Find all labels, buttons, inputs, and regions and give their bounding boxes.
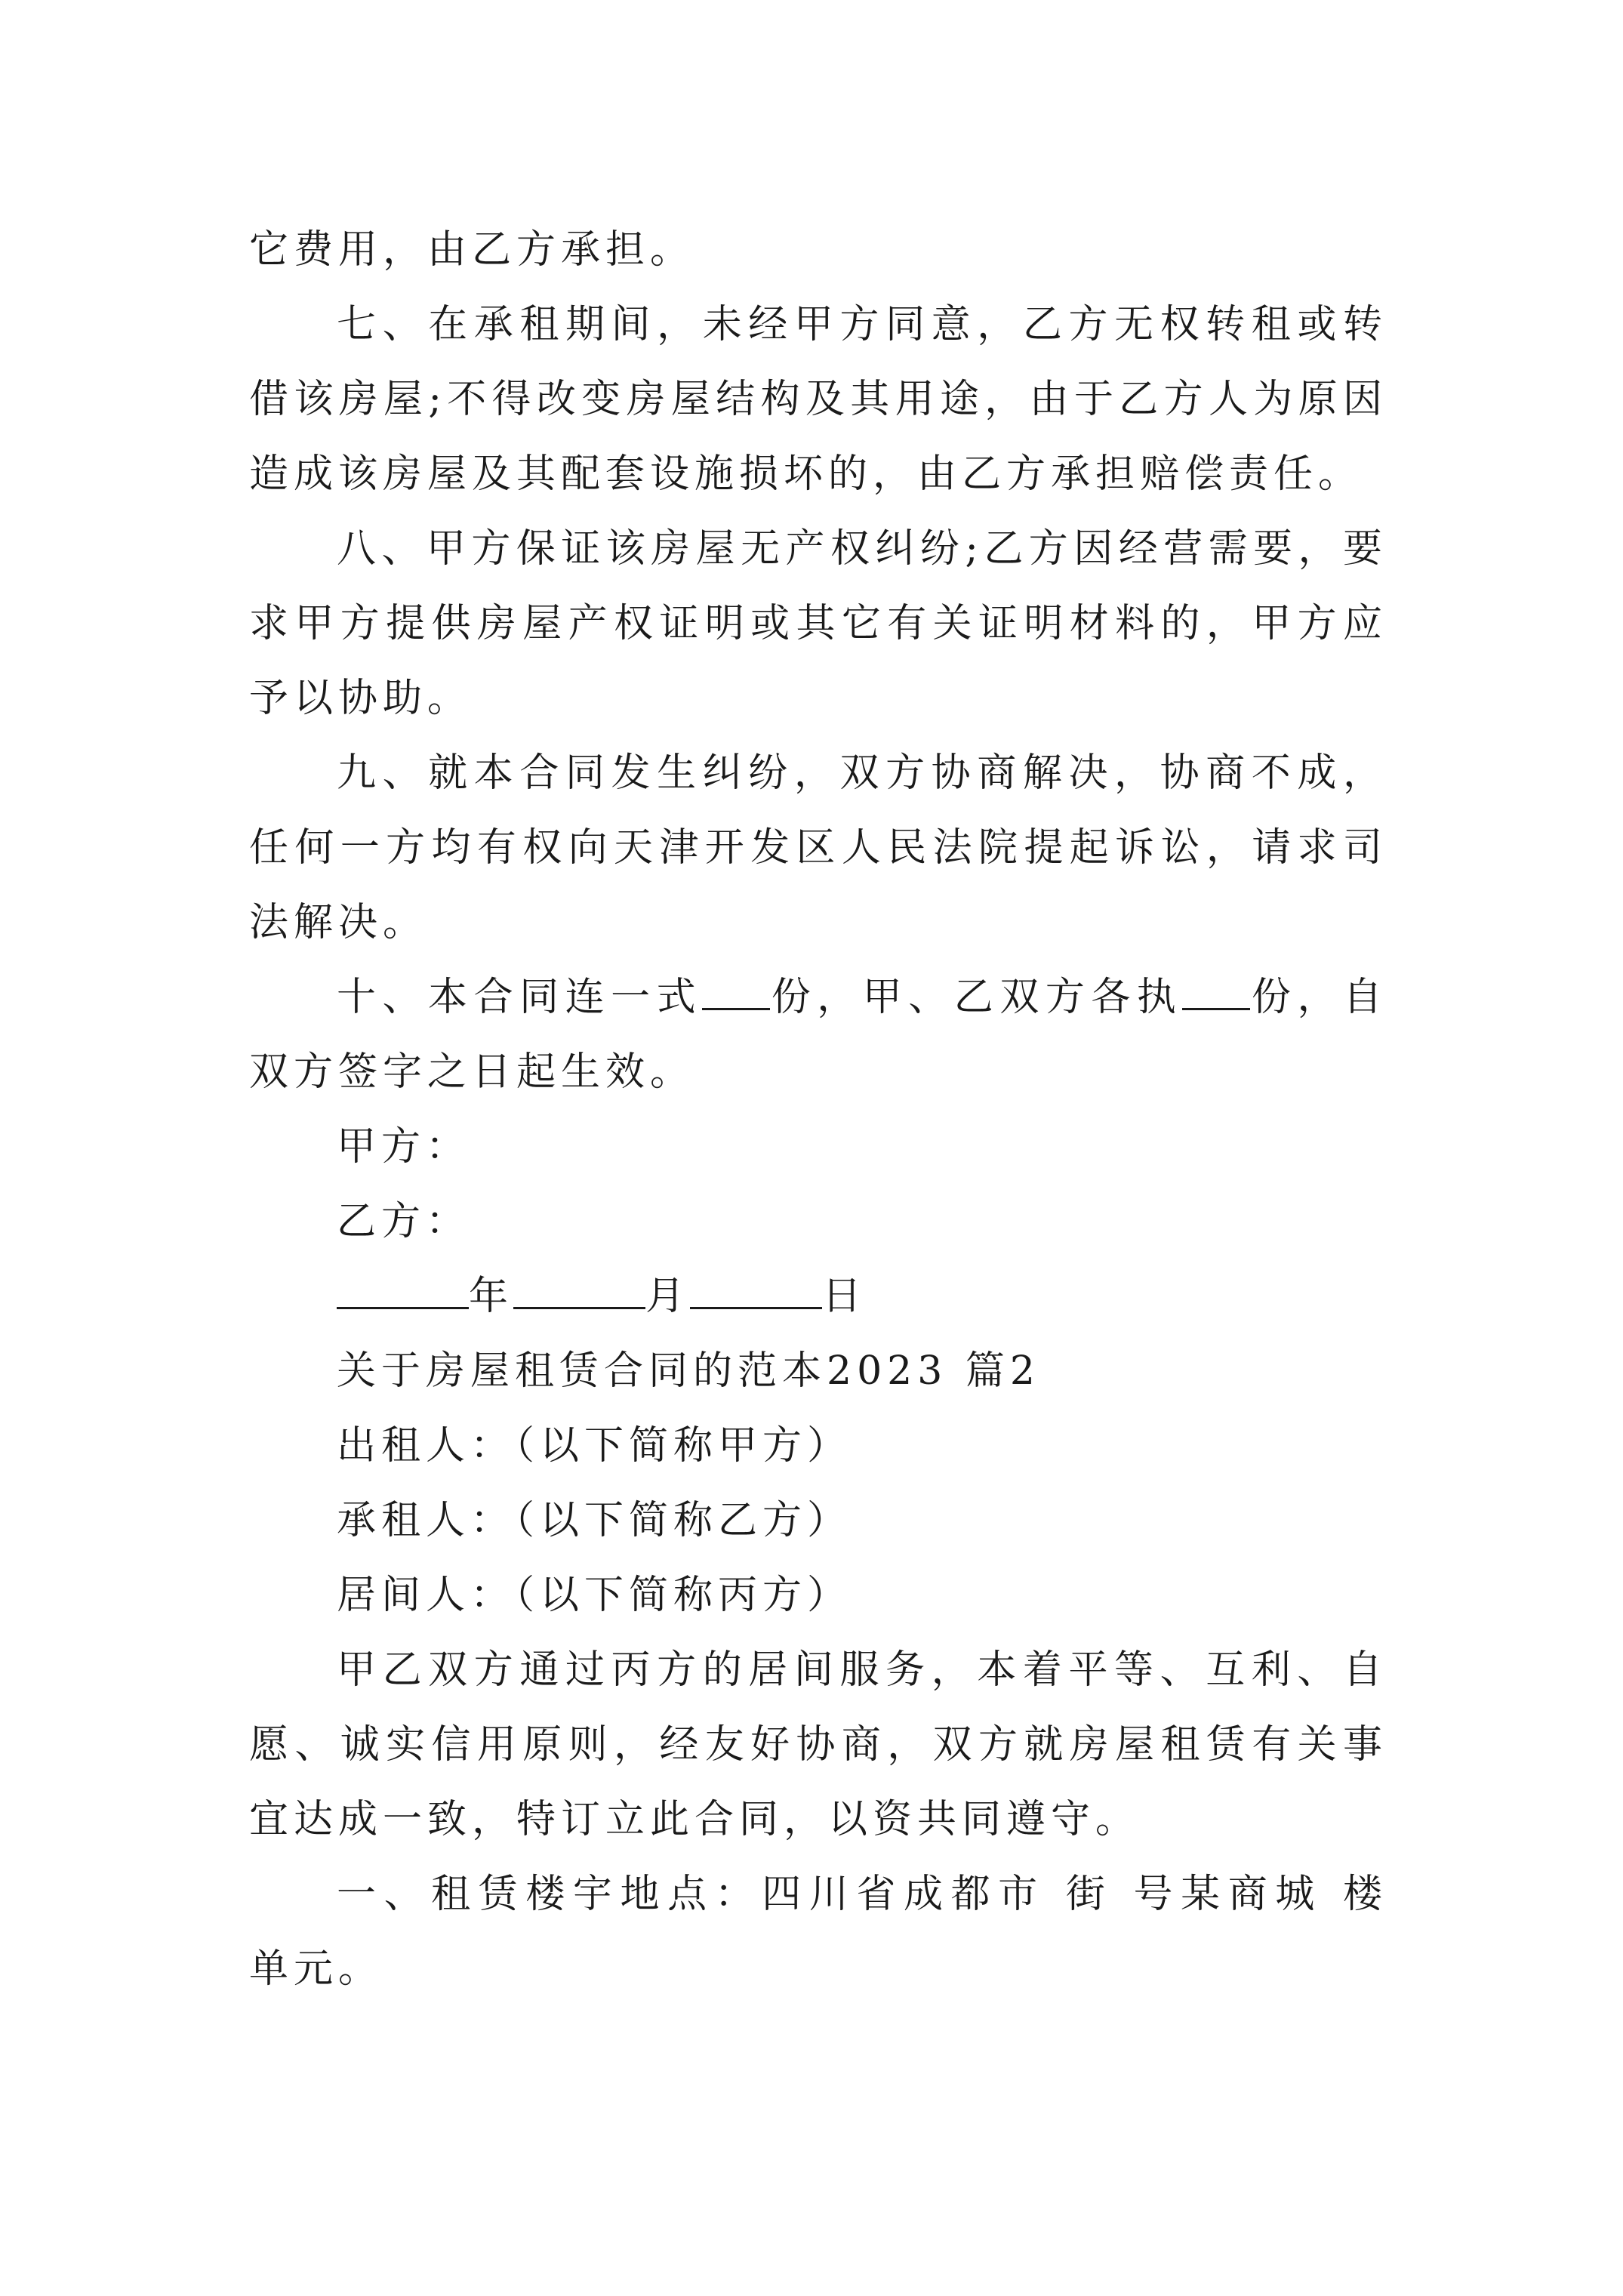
intro-paragraph: 甲乙双方通过丙方的居间服务，本着平等、互利、自愿、诚实信用原则，经友好协商，双方就房屋租赁有关事宜达成一致，特订立此合同，以资共同遵守。 xyxy=(249,1647,1387,1842)
clause-10-part1: 十、本合同连一式 xyxy=(337,975,703,1020)
lessor-line: 出租人：（以下简称甲方） xyxy=(337,1423,852,1469)
year-blank xyxy=(337,1263,469,1309)
party-a-signature: 甲方： xyxy=(337,1124,471,1170)
clause-1-location: 一、租赁楼宇地点：四川省成都市 街 号某商城 楼 单元。 xyxy=(249,1872,1387,1992)
copies-total-blank xyxy=(702,964,770,1010)
copies-each-blank xyxy=(1182,964,1250,1010)
year-label: 年 xyxy=(469,1274,514,1319)
clause-10-part2: 份，甲、乙双方各执 xyxy=(770,975,1183,1020)
intermediary-line: 居间人：（以下简称丙方） xyxy=(337,1573,852,1618)
document-body xyxy=(249,213,1387,2007)
month-blank xyxy=(513,1263,645,1309)
section-2-title: 关于房屋租赁合同的范本2023 篇2 xyxy=(337,1348,1040,1394)
clause-10 xyxy=(249,960,1387,1110)
day-label: 日 xyxy=(822,1274,867,1319)
clause-7: 七、在承租期间，未经甲方同意，乙方无权转租或转借该房屋;不得改变房屋结构及其用途，由于乙方人为原因造成该房屋及其配套设施损坏的，由乙方承担赔偿责任。 xyxy=(249,302,1387,497)
clause-8: 八、甲方保证该房屋无产权纠纷;乙方因经营需要，要求甲方提供房屋产权证明或其它有关证明材料的，甲方应予以协助。 xyxy=(249,526,1387,721)
party-b-signature: 乙方： xyxy=(337,1199,471,1244)
day-blank xyxy=(690,1263,822,1309)
clause-10-part3: 份，自双方签字之日起生效。 xyxy=(249,975,1387,1095)
clause-9: 九、就本合同发生纠纷，双方协商解决，协商不成，任何一方均有权向天津开发区人民法院提起诉讼，请求司法解决。 xyxy=(249,750,1387,945)
paragraph-continuation: 它费用，由乙方承担。 xyxy=(249,227,695,273)
lessee-line: 承租人：（以下简称乙方） xyxy=(337,1498,852,1543)
signing-date xyxy=(249,1259,1387,1334)
month-label: 月 xyxy=(645,1274,691,1319)
